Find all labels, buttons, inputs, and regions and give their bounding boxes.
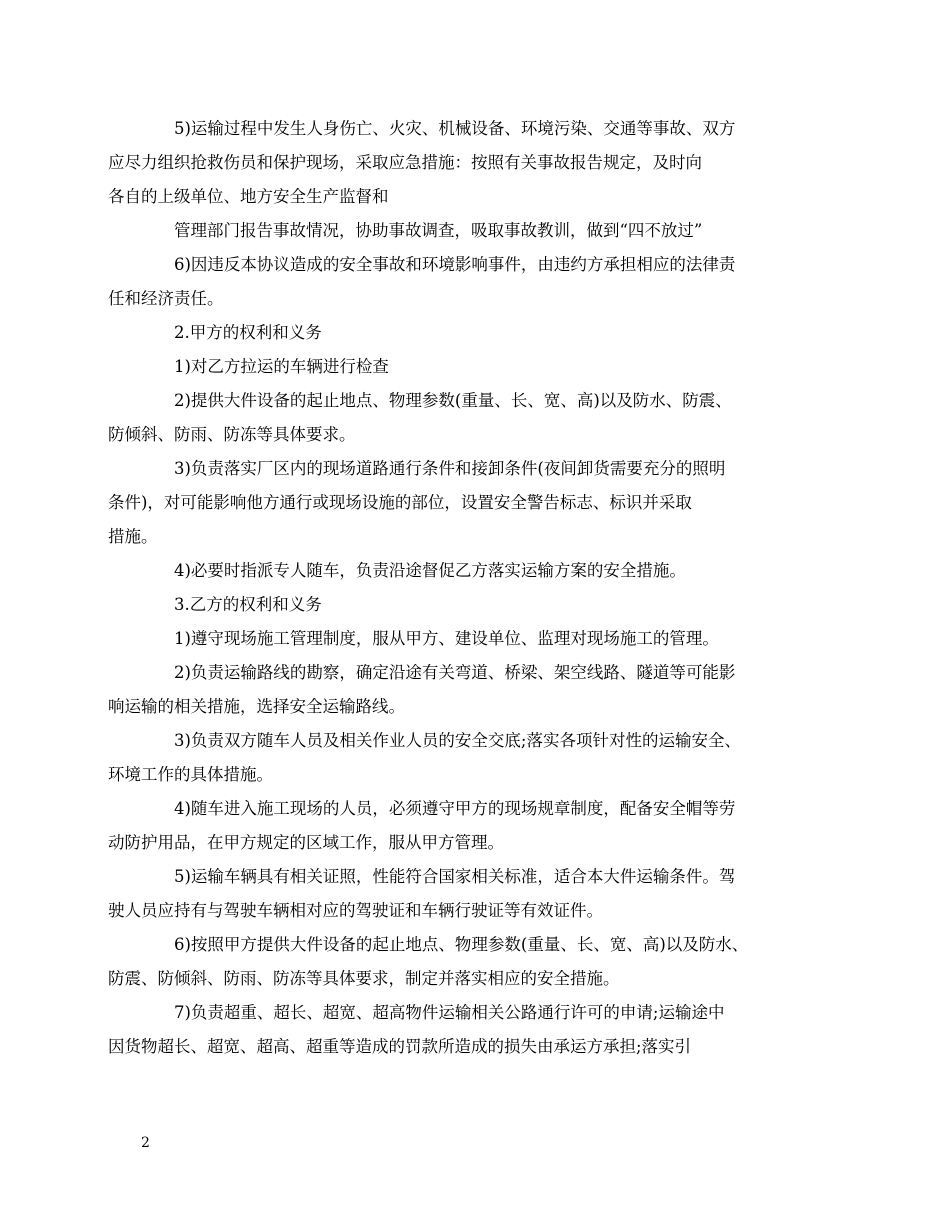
text-line: 响运输的相关措施，选择安全运输路线。 [108,697,405,716]
text-line: 2)负责运输路线的勘察，确定沿途有关弯道、桥梁、架空线路、隧道等可能影 [174,663,736,682]
text-line: 环境工作的具体措施。 [108,765,273,784]
paragraph [141,316,821,350]
text-line: 防倾斜、防雨、防冻等具体要求。 [108,425,356,444]
text-line: 措施。 [108,527,158,546]
paragraph [108,928,821,996]
paragraph [108,384,821,452]
paragraph [108,248,821,316]
paragraph [108,860,821,928]
paragraph [141,554,821,588]
text-line: 各自的上级单位、地方安全生产监督和 [108,187,389,206]
text-line: 1)对乙方拉运的车辆进行检查 [174,357,389,376]
text-line: 防震、防倾斜、防雨、防冻等具体要求，制定并落实相应的安全措施。 [108,969,620,988]
text-line: 3)负责双方随车人员及相关作业人员的安全交底;落实各项针对性的运输安全、 [174,731,741,750]
text-line: 6)按照甲方提供大件设备的起止地点、物理参数(重量、长、宽、高)以及防水、 [174,935,749,954]
paragraph [108,656,821,724]
paragraph [141,588,821,622]
text-line: 2)提供大件设备的起止地点、物理参数(重量、长、宽、高)以及防水、防震、 [174,391,732,410]
paragraph [141,350,821,384]
paragraph [108,452,821,554]
paragraph [141,214,821,248]
text-line: 1)遵守现场施工管理制度，服从甲方、建设单位、监理对现场施工的管理。 [174,629,719,648]
text-line: 管理部门报告事故情况，协助事故调查，吸取事故教训，做到“四不放过” [174,221,703,240]
text-line: 7)负责超重、超长、超宽、超高物件运输相关公路通行许可的申请;运输途中 [174,1003,725,1022]
text-line: 应尽力组织抢救伤员和保护现场，采取应急措施：按照有关事故报告规定，及时向 [108,153,702,172]
text-line: 5)运输车辆具有相关证照，性能符合国家相关标准，适合本大件运输条件。驾 [174,867,736,886]
text-line: 驶人员应持有与驾驶车辆相对应的驾驶证和车辆行驶证等有效证件。 [108,901,603,920]
paragraph [108,996,821,1064]
paragraph [141,622,821,656]
paragraph [108,724,821,792]
text-line: 条件)，对可能影响他方通行或现场设施的部位，设置安全警告标志、标识并采取 [108,493,692,512]
text-line: 3)负责落实厂区内的现场道路通行条件和接卸条件(夜间卸货需要充分的照明 [174,459,726,478]
text-line: 6)因违反本协议造成的安全事故和环境影响事件，由违约方承担相应的法律责 [174,255,736,274]
page-number: 2 [141,1135,150,1151]
text-line: 任和经济责任。 [108,289,224,308]
text-line: 2.甲方的权利和义务 [174,323,322,342]
text-line: 5)运输过程中发生人身伤亡、火灾、机械设备、环境污染、交通等事故、双方 [174,119,736,138]
text-line: 4)随车进入施工现场的人员，必须遵守甲方的现场规章制度，配备安全帽等劳 [174,799,736,818]
paragraph [108,112,821,214]
paragraph [108,792,821,860]
body-text [108,112,821,1064]
text-line: 动防护用品，在甲方规定的区域工作，服从甲方管理。 [108,833,504,852]
text-line: 4)必要时指派专人随车，负责沿途督促乙方落实运输方案的安全措施。 [174,561,686,580]
text-line: 3.乙方的权利和义务 [174,595,322,614]
text-line: 因货物超长、超宽、超高、超重等造成的罚款所造成的损失由承运方承担;落实引 [108,1037,692,1056]
